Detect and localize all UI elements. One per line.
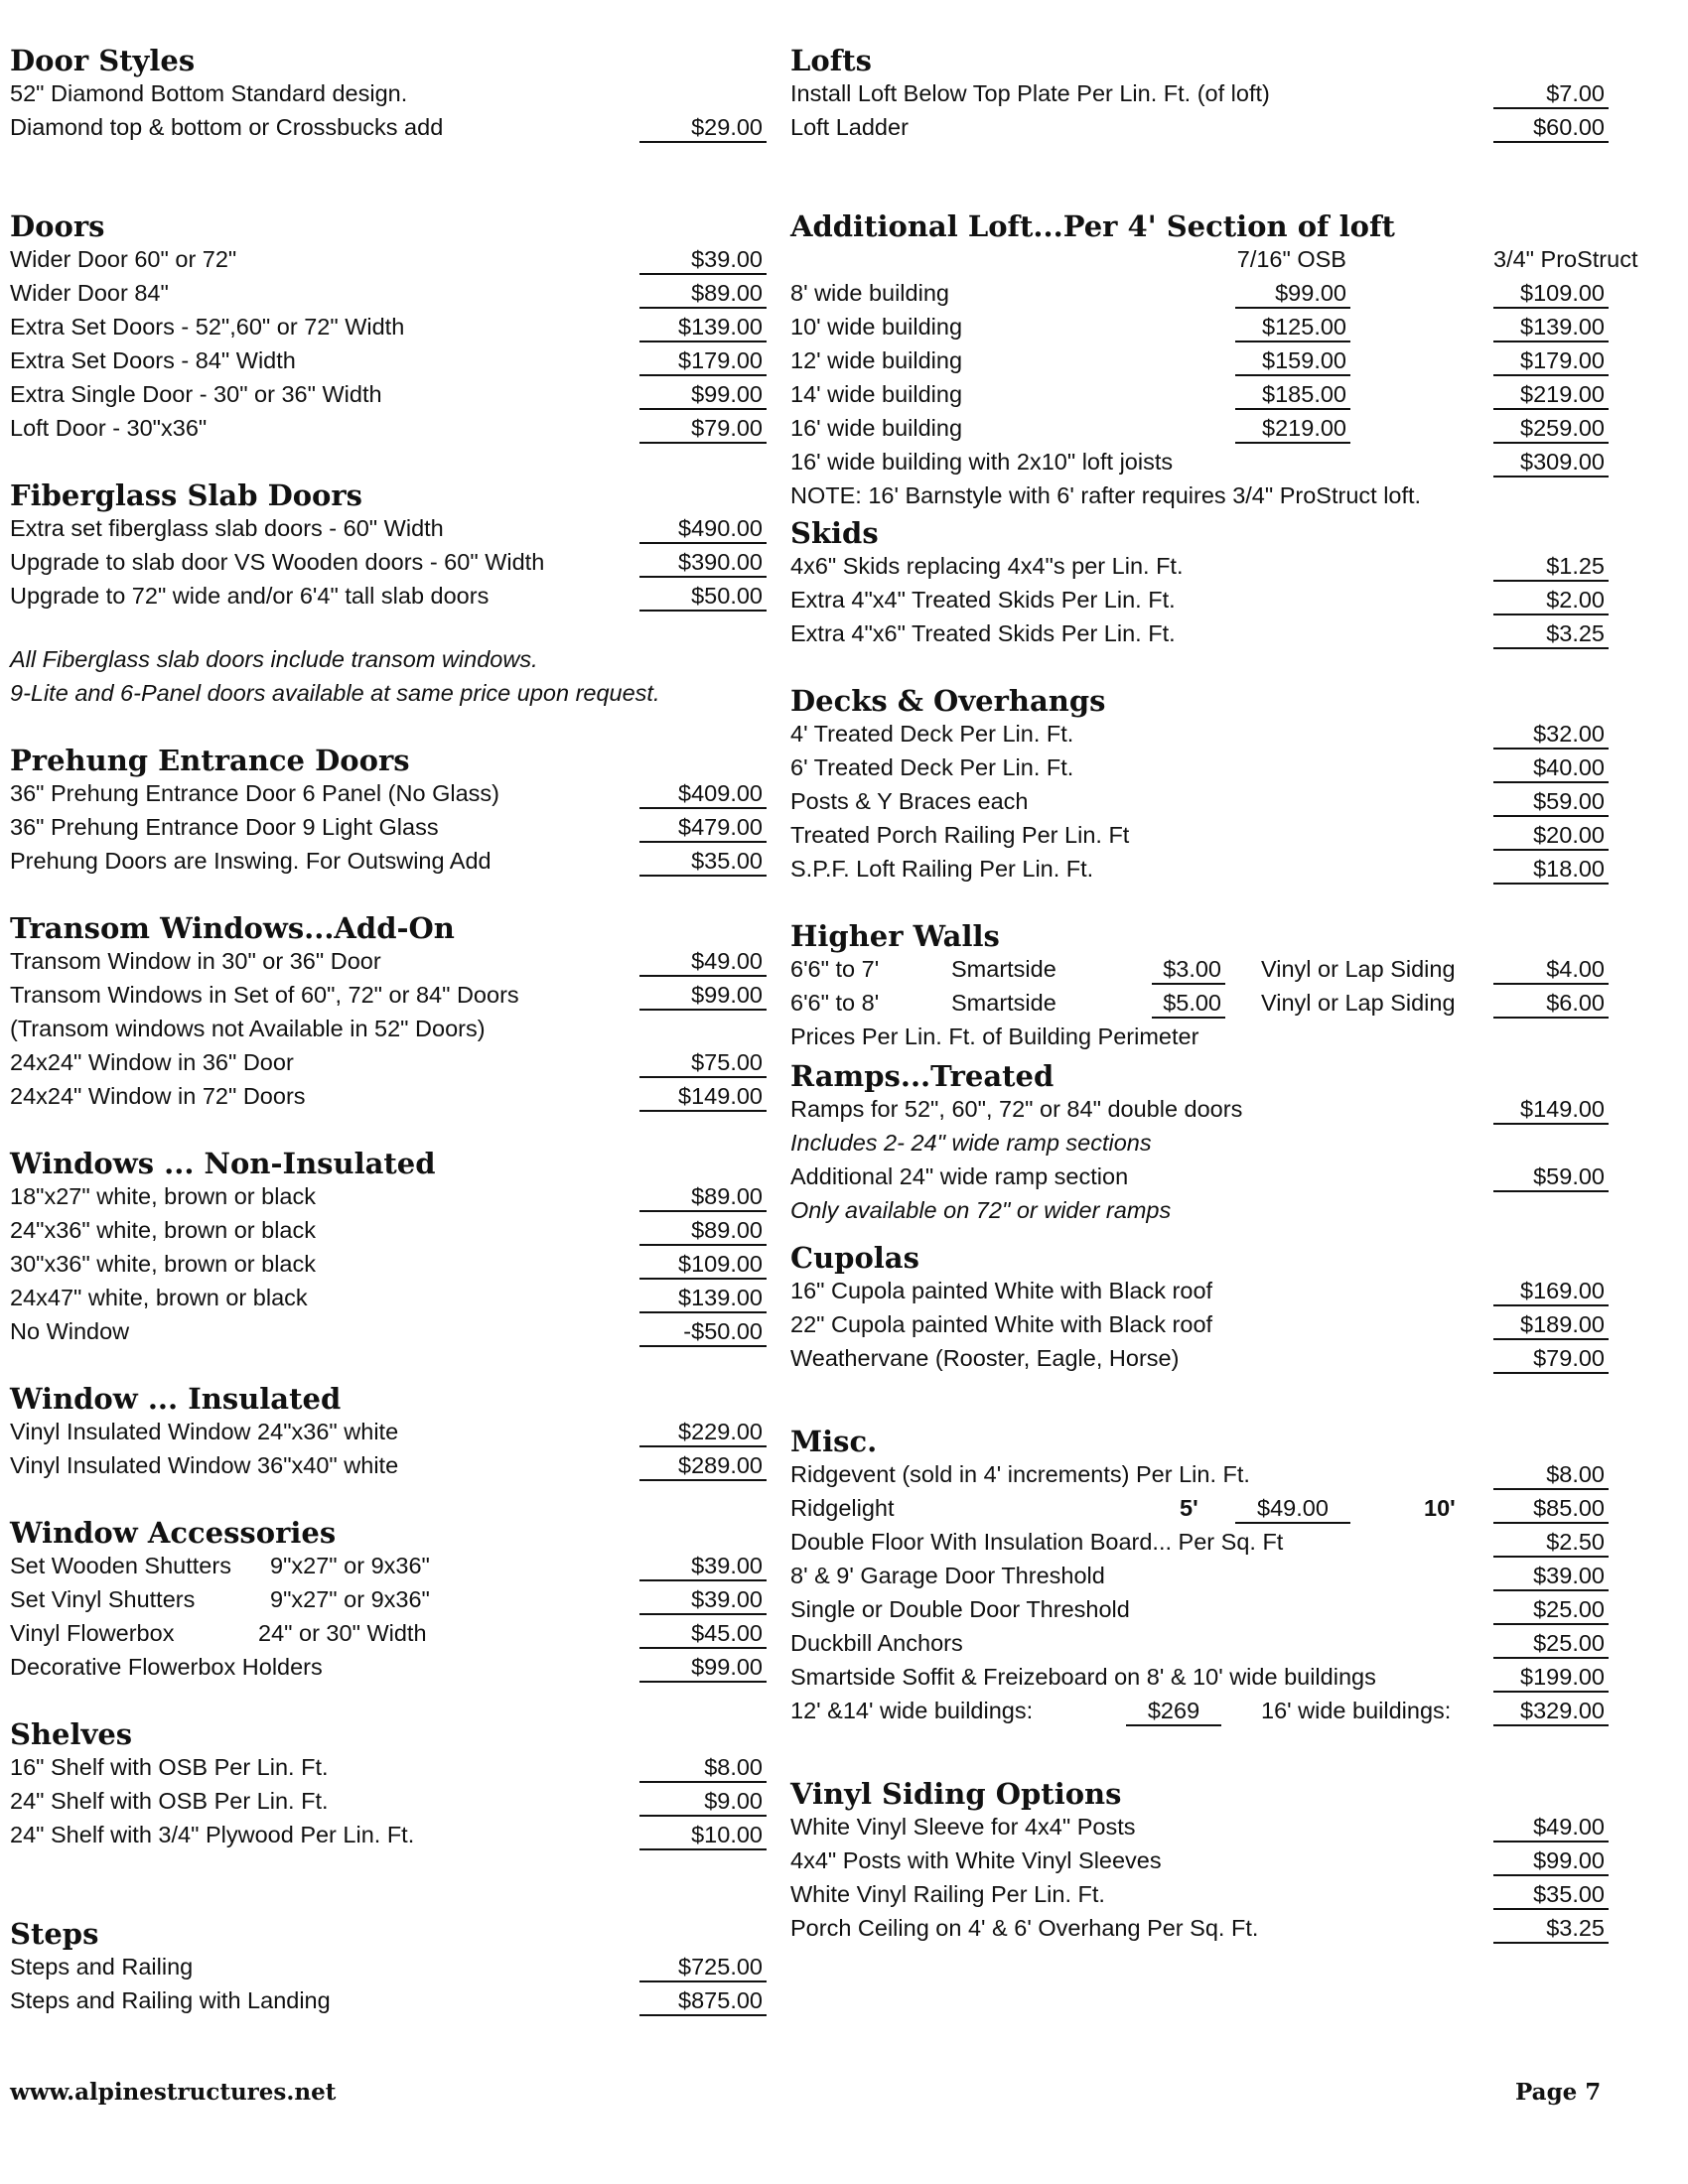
- price-row: [10, 1983, 765, 2017]
- item-price: $32.00: [1493, 717, 1609, 750]
- prostruct-price: $259.00: [1493, 411, 1609, 444]
- section-title: Prehung Entrance Doors: [10, 744, 410, 777]
- item-price: $189.00: [1493, 1307, 1609, 1340]
- item-price: $7.00: [1493, 76, 1609, 109]
- item-label: Vinyl Insulated Window 36"x40" white: [10, 1452, 399, 1478]
- item-label: Transom Windows in Set of 60", 72" or 84" Doors: [10, 982, 519, 1008]
- item-detail: 9"x27" or 9x36": [270, 1586, 430, 1612]
- price-row: [790, 76, 1605, 110]
- item-price: $25.00: [1493, 1592, 1609, 1625]
- section-windows-non-insulated: [10, 1143, 765, 1348]
- item-label: 24x47" white, brown or black: [10, 1285, 308, 1310]
- item-label: Ramps for 52", 60", 72" or 84" double doors: [790, 1096, 1243, 1122]
- price-row: [790, 1341, 1605, 1375]
- price-row: [790, 1307, 1605, 1341]
- section-misc: [790, 1421, 1605, 1727]
- item-price: $289.00: [639, 1448, 767, 1481]
- price-row: [790, 1092, 1605, 1126]
- ridgelight-price-10: $85.00: [1493, 1491, 1609, 1524]
- section-window-accessories: [10, 1512, 765, 1684]
- section-title: Door Styles: [10, 44, 196, 77]
- item-price: $39.00: [639, 1549, 767, 1581]
- alt-material: Vinyl or Lap Siding: [1261, 990, 1456, 1016]
- item-label: Diamond top & bottom or Crossbucks add: [10, 114, 444, 140]
- item-label: 36" Prehung Entrance Door 6 Panel (No Glass): [10, 780, 499, 806]
- section-title: Skids: [790, 516, 879, 550]
- price-row: [10, 1950, 765, 1983]
- item-label: Extra 4"x6" Treated Skids Per Lin. Ft.: [790, 620, 1176, 646]
- price-row: [790, 1525, 1605, 1559]
- section-higher-walls: [790, 915, 1605, 1053]
- item-price: $3.25: [1493, 616, 1609, 649]
- item-price: $59.00: [1493, 1160, 1609, 1192]
- price-row: [790, 1660, 1605, 1694]
- item-price: $79.00: [1493, 1341, 1609, 1374]
- item-label: White Vinyl Railing Per Lin. Ft.: [790, 1881, 1105, 1907]
- note-row: [790, 1020, 1605, 1053]
- item-price: $35.00: [1493, 1877, 1609, 1910]
- price-row: [10, 1213, 765, 1247]
- item-label: Extra Set Doors - 84" Width: [10, 347, 296, 373]
- item-price: $1.25: [1493, 549, 1609, 582]
- price-row: [10, 310, 765, 343]
- item-label: Steps and Railing with Landing: [10, 1987, 331, 2013]
- section-title: Ramps...Treated: [790, 1059, 1055, 1093]
- item-price: $2.00: [1493, 583, 1609, 615]
- ramp-note: Only available on 72" or wider ramps: [790, 1197, 1172, 1223]
- price-row: [790, 1559, 1605, 1592]
- price-row: [790, 343, 1605, 377]
- item-price: -$50.00: [639, 1314, 767, 1347]
- walls-note: Prices Per Lin. Ft. of Building Perimeter: [790, 1024, 1199, 1049]
- item-label: 10' wide building: [790, 314, 963, 340]
- item-price: $8.00: [1493, 1457, 1609, 1490]
- item-price: $149.00: [1493, 1092, 1609, 1125]
- price-row: [790, 1457, 1605, 1491]
- prostruct-price: $219.00: [1493, 377, 1609, 410]
- item-label: Ridgevent (sold in 4' increments) Per Lin. Ft.: [790, 1461, 1250, 1487]
- price-row: [790, 986, 1605, 1020]
- ridgelight-size-10: 10': [1424, 1495, 1456, 1521]
- price-row: [10, 810, 765, 844]
- item-label: Prehung Doors are Inswing. For Outswing Add: [10, 848, 492, 874]
- section-vinyl-siding: [790, 1773, 1605, 1945]
- wall-material: Smartside: [951, 990, 1056, 1016]
- right-column: [790, 40, 1638, 1945]
- price-row: [790, 1274, 1605, 1307]
- item-price: $9.00: [639, 1784, 767, 1817]
- item-label: Set Vinyl Shutters: [10, 1586, 196, 1612]
- price-row: [10, 944, 765, 978]
- section-title: Additional Loft...Per 4' Section of loft: [790, 209, 1395, 243]
- price-row: [10, 1179, 765, 1213]
- item-label: White Vinyl Sleeve for 4x4" Posts: [790, 1814, 1136, 1840]
- wall-height-range: 6'6" to 8': [790, 990, 880, 1016]
- price-row: [10, 844, 765, 878]
- item-label: Extra Set Doors - 52",60" or 72" Width: [10, 314, 405, 340]
- price-row: [10, 1045, 765, 1079]
- item-price: $139.00: [639, 1281, 767, 1313]
- item-price: $409.00: [639, 776, 767, 809]
- column-header-osb: 7/16" OSB: [1236, 246, 1346, 272]
- price-row: [10, 1582, 765, 1616]
- item-label: Treated Porch Railing Per Lin. Ft: [790, 822, 1130, 848]
- price-row: [10, 1750, 765, 1784]
- section-additional-loft: [790, 205, 1638, 512]
- price-row: [10, 511, 765, 545]
- item-price: $49.00: [1493, 1810, 1609, 1843]
- item-label: 24" Shelf with 3/4" Plywood Per Lin. Ft.: [10, 1822, 415, 1847]
- section-title: Higher Walls: [790, 919, 1000, 953]
- item-label: Double Floor With Insulation Board... Per Sq. Ft: [790, 1529, 1284, 1555]
- price-row: [10, 776, 765, 810]
- price-row: [10, 1012, 765, 1045]
- item-price: $75.00: [639, 1045, 767, 1078]
- item-price: $59.00: [1493, 784, 1609, 817]
- price-row: [10, 1281, 765, 1314]
- item-price: $25.00: [1493, 1626, 1609, 1659]
- item-label: Duckbill Anchors: [790, 1630, 963, 1656]
- section-lofts: [790, 40, 1605, 144]
- section-title: Window ... Insulated: [10, 1382, 342, 1416]
- item-price-12-14: $269: [1126, 1694, 1221, 1726]
- item-price: $875.00: [639, 1983, 767, 2016]
- section-title: Shelves: [10, 1717, 133, 1751]
- price-row: [790, 1626, 1605, 1660]
- item-price: $99.00: [1493, 1843, 1609, 1876]
- item-price: $35.00: [639, 844, 767, 877]
- price-row: [10, 1616, 765, 1650]
- item-label-16: 16' wide buildings:: [1261, 1698, 1452, 1723]
- item-detail: 9"x27" or 9x36": [270, 1553, 430, 1578]
- item-label: Vinyl Flowerbox: [10, 1620, 175, 1646]
- item-label: 16" Cupola painted White with Black roof: [790, 1278, 1213, 1303]
- section-title: Vinyl Siding Options: [790, 1777, 1122, 1811]
- section-title: Lofts: [790, 44, 872, 77]
- item-label: Weathervane (Rooster, Eagle, Horse): [790, 1345, 1180, 1371]
- price-row: [10, 1314, 765, 1348]
- price-row: [10, 1650, 765, 1684]
- item-label: 16' wide building with 2x10" loft joists: [790, 449, 1174, 475]
- item-price: $45.00: [639, 1616, 767, 1649]
- price-row: [790, 818, 1605, 852]
- section-transom-windows: [10, 907, 765, 1113]
- item-label: Loft Door - 30"x36": [10, 415, 208, 441]
- price-row: [790, 616, 1605, 650]
- section-skids: [790, 512, 1605, 650]
- item-label: Smartside Soffit & Freizeboard on 8' & 10' wide buildings: [790, 1664, 1376, 1690]
- prostruct-price: $139.00: [1493, 310, 1609, 342]
- item-label: 8' & 9' Garage Door Threshold: [790, 1563, 1105, 1588]
- item-price: $99.00: [639, 978, 767, 1011]
- item-price: $89.00: [639, 1179, 767, 1212]
- left-column: [10, 40, 765, 2017]
- section-title: Windows ... Non-Insulated: [10, 1147, 436, 1180]
- wall-material: Smartside: [951, 956, 1056, 982]
- price-row: [790, 1160, 1605, 1193]
- item-price: $309.00: [1493, 445, 1609, 478]
- item-label: No Window: [10, 1318, 130, 1344]
- price-row: [790, 110, 1605, 144]
- section-title: Steps: [10, 1917, 99, 1951]
- item-label: Wider Door 60" or 72": [10, 246, 237, 272]
- item-price: $18.00: [1493, 852, 1609, 885]
- item-label: S.P.F. Loft Railing Per Lin. Ft.: [790, 856, 1094, 882]
- price-row: [790, 1877, 1605, 1911]
- item-price: $169.00: [1493, 1274, 1609, 1306]
- price-row: [790, 549, 1605, 583]
- price-row: [790, 583, 1605, 616]
- smartside-price: $3.00: [1152, 952, 1225, 985]
- price-row: [790, 751, 1605, 784]
- item-price: $39.00: [1493, 1559, 1609, 1591]
- fiberglass-note: All Fiberglass slab doors include transom windows.: [10, 646, 538, 672]
- prostruct-price: $109.00: [1493, 276, 1609, 309]
- item-label: Set Wooden Shutters: [10, 1553, 231, 1578]
- item-label: 24x24" Window in 36" Door: [10, 1049, 294, 1075]
- section-doors: [10, 205, 765, 445]
- item-price: $139.00: [639, 310, 767, 342]
- footer-page-number: Page 7: [1515, 2079, 1602, 2106]
- price-row: [10, 76, 765, 110]
- price-row: [790, 952, 1605, 986]
- price-row: [790, 276, 1605, 310]
- item-label: Decorative Flowerbox Holders: [10, 1654, 323, 1680]
- section-title: Window Accessories: [10, 1516, 337, 1550]
- item-price: $20.00: [1493, 818, 1609, 851]
- alt-price: $6.00: [1493, 986, 1609, 1019]
- price-row: [790, 1592, 1605, 1626]
- osb-price: $185.00: [1235, 377, 1350, 410]
- price-row: [790, 1911, 1605, 1945]
- note-row: [10, 676, 765, 710]
- item-price: $490.00: [639, 511, 767, 544]
- item-label: Steps and Railing: [10, 1954, 194, 1979]
- item-price: $479.00: [639, 810, 767, 843]
- section-title: Cupolas: [790, 1241, 919, 1275]
- price-row: [790, 310, 1605, 343]
- section-decks-overhangs: [790, 680, 1605, 886]
- price-row: [10, 242, 765, 276]
- price-row: [10, 1247, 765, 1281]
- item-price-16: $329.00: [1493, 1694, 1609, 1726]
- section-title: Misc.: [790, 1425, 878, 1458]
- section-steps: [10, 1913, 765, 2017]
- price-row: [10, 1448, 765, 1482]
- item-label: 24"x36" white, brown or black: [10, 1217, 316, 1243]
- item-price: $60.00: [1493, 110, 1609, 143]
- item-price: $3.25: [1493, 1911, 1609, 1944]
- osb-price: $159.00: [1235, 343, 1350, 376]
- price-row: [10, 545, 765, 579]
- note-row: [10, 642, 765, 676]
- price-row: [10, 1079, 765, 1113]
- item-label: Upgrade to slab door VS Wooden doors - 60" Width: [10, 549, 545, 575]
- item-label: 22" Cupola painted White with Black roof: [790, 1311, 1213, 1337]
- price-row: [790, 852, 1605, 886]
- price-row: [10, 411, 765, 445]
- item-detail: 24" or 30" Width: [258, 1620, 427, 1646]
- item-label: 4x4" Posts with White Vinyl Sleeves: [790, 1847, 1162, 1873]
- alt-material: Vinyl or Lap Siding: [1261, 956, 1456, 982]
- item-price: $39.00: [639, 242, 767, 275]
- item-label: Single or Double Door Threshold: [790, 1596, 1130, 1622]
- price-row: [10, 579, 765, 613]
- item-price: $49.00: [639, 944, 767, 977]
- price-row: [790, 717, 1605, 751]
- price-row: [790, 445, 1605, 478]
- item-price: $10.00: [639, 1818, 767, 1850]
- item-price: $79.00: [639, 411, 767, 444]
- item-price: $199.00: [1493, 1660, 1609, 1693]
- item-price: $40.00: [1493, 751, 1609, 783]
- price-row: [10, 1818, 765, 1851]
- item-price: $99.00: [639, 1650, 767, 1683]
- item-price: $89.00: [639, 1213, 767, 1246]
- item-label: 12' wide building: [790, 347, 963, 373]
- item-label: 52" Diamond Bottom Standard design.: [10, 80, 408, 106]
- item-label: Additional 24" wide ramp section: [790, 1163, 1129, 1189]
- price-row: [10, 1415, 765, 1448]
- item-price: $390.00: [639, 545, 767, 578]
- footer-website[interactable]: www.alpinestructures.net: [10, 2079, 337, 2106]
- section-windows-insulated: [10, 1378, 765, 1482]
- price-row: [10, 978, 765, 1012]
- item-label: Upgrade to 72" wide and/or 6'4" tall slab doors: [10, 583, 490, 609]
- column-header-prostruct: 3/4" ProStruct: [1493, 246, 1638, 272]
- price-row: [790, 1694, 1605, 1727]
- item-label: 4' Treated Deck Per Lin. Ft.: [790, 721, 1074, 747]
- item-label: Loft Ladder: [790, 114, 909, 140]
- prostruct-price: $179.00: [1493, 343, 1609, 376]
- osb-price: $99.00: [1235, 276, 1350, 309]
- alt-price: $4.00: [1493, 952, 1609, 985]
- loft-note: NOTE: 16' Barnstyle with 6' rafter requires 3/4" ProStruct loft.: [790, 482, 1422, 508]
- note-row: [790, 478, 1605, 512]
- item-label: Extra 4"x4" Treated Skids Per Lin. Ft.: [790, 587, 1176, 613]
- price-row: [10, 1784, 765, 1818]
- section-title: Transom Windows...Add-On: [10, 911, 455, 945]
- item-label: 14' wide building: [790, 381, 963, 407]
- item-label: Extra Single Door - 30" or 36" Width: [10, 381, 382, 407]
- section-shelves: [10, 1713, 765, 1851]
- section-ramps: [790, 1055, 1605, 1227]
- price-row: [10, 377, 765, 411]
- price-row: [790, 1491, 1605, 1525]
- section-prehung-doors: [10, 740, 765, 878]
- item-label: 16' wide building: [790, 415, 963, 441]
- item-label: (Transom windows not Available in 52" Doors): [10, 1016, 486, 1041]
- item-label: 16" Shelf with OSB Per Lin. Ft.: [10, 1754, 329, 1780]
- item-label: 36" Prehung Entrance Door 9 Light Glass: [10, 814, 439, 840]
- item-label: Ridgelight: [790, 1495, 895, 1521]
- section-fiberglass-doors: [10, 475, 765, 710]
- item-label: 12' &14' wide buildings:: [790, 1698, 1034, 1723]
- osb-price: $219.00: [1235, 411, 1350, 444]
- item-label: Wider Door 84": [10, 280, 169, 306]
- price-row: [10, 110, 765, 144]
- price-row: [10, 343, 765, 377]
- section-title: Fiberglass Slab Doors: [10, 478, 363, 512]
- item-label: 8' wide building: [790, 280, 949, 306]
- section-door-styles: [10, 40, 765, 144]
- item-label: 30"x36" white, brown or black: [10, 1251, 316, 1277]
- price-row: [790, 411, 1605, 445]
- item-price: $39.00: [639, 1582, 767, 1615]
- item-price: $149.00: [639, 1079, 767, 1112]
- item-price: $229.00: [639, 1415, 767, 1447]
- price-row: [10, 1549, 765, 1582]
- item-price: $725.00: [639, 1950, 767, 1982]
- item-label: 6' Treated Deck Per Lin. Ft.: [790, 754, 1074, 780]
- ridgelight-price-5: $49.00: [1235, 1491, 1350, 1524]
- item-price: $29.00: [639, 110, 767, 143]
- item-price: $8.00: [639, 1750, 767, 1783]
- item-label: 24x24" Window in 72" Doors: [10, 1083, 306, 1109]
- price-row: [790, 377, 1605, 411]
- section-title: Decks & Overhangs: [790, 684, 1106, 718]
- item-price: $99.00: [639, 377, 767, 410]
- section-title: Doors: [10, 209, 105, 243]
- item-label: Posts & Y Braces each: [790, 788, 1029, 814]
- item-price: $179.00: [639, 343, 767, 376]
- item-price: $109.00: [639, 1247, 767, 1280]
- price-row: [790, 784, 1605, 818]
- ridgelight-size-5: 5': [1180, 1495, 1198, 1521]
- price-row: [790, 1843, 1605, 1877]
- item-price: $50.00: [639, 579, 767, 612]
- item-label: Install Loft Below Top Plate Per Lin. Ft. (of loft): [790, 80, 1270, 106]
- section-cupolas: [790, 1237, 1605, 1375]
- item-label: 18"x27" white, brown or black: [10, 1183, 316, 1209]
- item-label: 24" Shelf with OSB Per Lin. Ft.: [10, 1788, 329, 1814]
- ramp-note: Includes 2- 24" wide ramp sections: [790, 1130, 1152, 1156]
- item-label: Extra set fiberglass slab doors - 60" Width: [10, 515, 444, 541]
- price-row: [10, 276, 765, 310]
- note-row: [790, 1193, 1605, 1227]
- item-price: $89.00: [639, 276, 767, 309]
- item-label: Porch Ceiling on 4' & 6' Overhang Per Sq. Ft.: [790, 1915, 1259, 1941]
- note-row: [790, 1126, 1605, 1160]
- wall-height-range: 6'6" to 7': [790, 956, 880, 982]
- column-headers: [790, 242, 1638, 276]
- item-label: 4x6" Skids replacing 4x4"s per Lin. Ft.: [790, 553, 1184, 579]
- fiberglass-note: 9-Lite and 6-Panel doors available at same price upon request.: [10, 680, 660, 706]
- smartside-price: $5.00: [1152, 986, 1225, 1019]
- item-label: Transom Window in 30" or 36" Door: [10, 948, 381, 974]
- price-row: [790, 1810, 1605, 1843]
- item-label: Vinyl Insulated Window 24"x36" white: [10, 1419, 399, 1444]
- item-price: $2.50: [1493, 1525, 1609, 1558]
- osb-price: $125.00: [1235, 310, 1350, 342]
